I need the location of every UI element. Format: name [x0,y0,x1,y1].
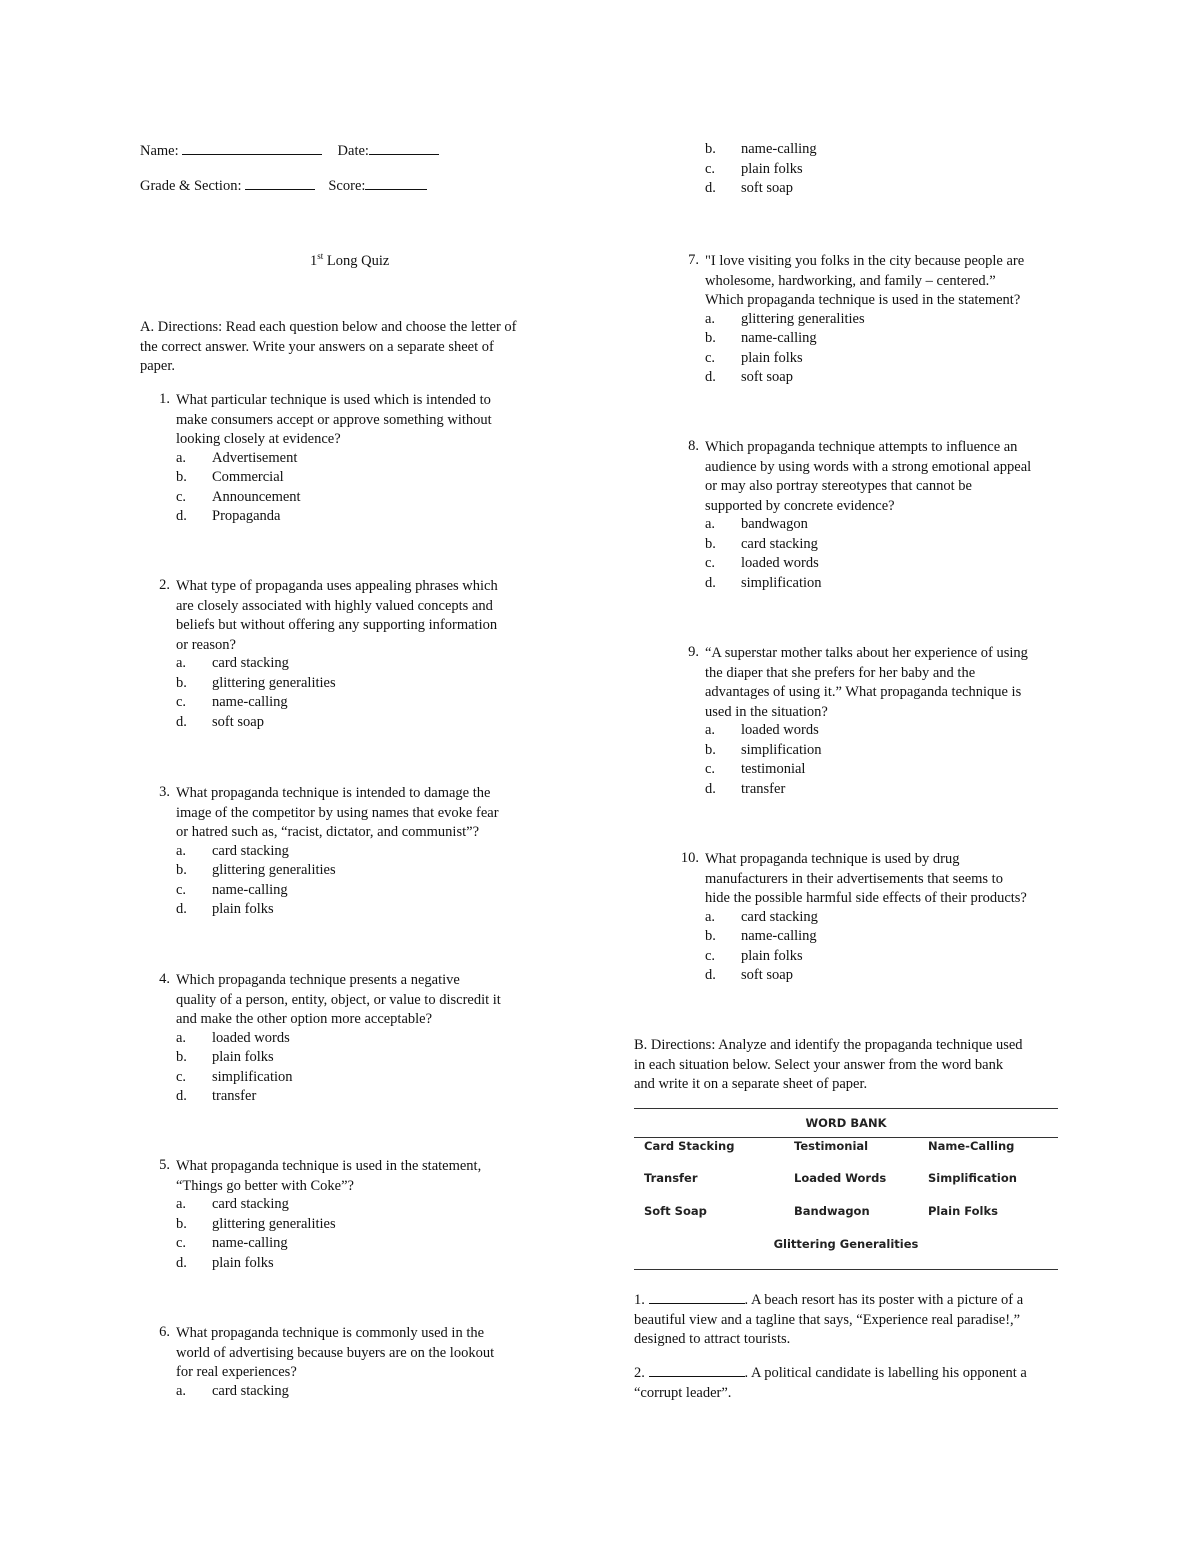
option-letter: d. [176,901,187,918]
score-blank[interactable] [365,176,427,190]
option-letter: d. [705,180,716,197]
question-text [705,644,1028,722]
option-letter: c. [705,349,716,366]
name-label: Name: [140,143,179,159]
question-number: 3. [159,784,170,800]
word-bank-item: Soft Soap [644,1204,707,1218]
option-text: glittering generalities [212,1215,336,1232]
question-number: 7. [688,252,699,268]
word-bank-item: Loaded Words [794,1171,887,1185]
option-letter: d. [705,574,716,591]
option-letter: d. [176,1088,187,1105]
question-line: What particular technique is used which is intended to [176,392,491,408]
question-number: 1. [159,391,170,407]
option-letter: c. [176,694,187,711]
question-line: and make the other option more acceptable? [176,1011,433,1027]
option-letter: a. [176,449,187,466]
option-letter: b. [705,141,716,157]
question-line: quality of a person, entity, object, or value to discredit it [176,991,501,1008]
option-letter: a. [705,908,716,925]
question-number: 5. [159,1157,170,1173]
question-line: Which propaganda technique presents a negative [176,972,460,988]
date-label: Date: [337,143,369,159]
word-bank-item: Testimonial [794,1139,869,1153]
option-text: plain folks [741,160,803,177]
option-text: plain folks [212,1254,274,1271]
option-letter: c. [705,761,716,778]
option-letter: d. [176,1254,187,1271]
word-bank [634,1108,1058,1270]
grade-blank[interactable] [245,176,315,190]
option-letter: c. [176,1235,187,1252]
question-line: What type of propaganda uses appealing phrases which [176,578,498,594]
word-bank-item: Bandwagon [794,1204,870,1218]
option-letter: d. [705,967,716,984]
question-line: or may also portray stereotypes that cannot be [705,478,972,494]
option-text: name-calling [212,881,288,898]
option-text: plain folks [741,349,803,366]
option-text: transfer [741,780,786,797]
option-letter: a. [705,516,716,532]
section-b-directions: B. Directions: Analyze and identify the propaganda technique used in each situation below. Select your answer from the word bank and write it on a separate sheet of paper. [634,1037,1023,1092]
option-letter: b. [176,1215,187,1232]
option-letter: a. [176,1196,187,1212]
answer-blank[interactable] [649,1363,745,1377]
question-line: make consumers accept or approve something without [176,411,492,428]
option-letter: c. [705,555,716,572]
option-text: transfer [212,1088,257,1105]
option-text: Announcement [212,488,301,505]
question-text [176,1157,481,1196]
option-letter: b. [176,862,187,879]
page-title: 1st Long Quiz [310,251,390,269]
option-text: card stacking [741,908,818,925]
option-letter: a. [705,310,716,327]
word-bank-item: Card Stacking [644,1139,735,1153]
question-number: 6. [159,1324,170,1340]
option-text: card stacking [212,842,289,859]
section-a-directions: A. Directions: Read each question below and choose the letter of the correct answer. Write your answers on a separate sheet of paper. [140,319,517,374]
option-letter: a. [176,1382,187,1399]
option-text: name-calling [212,1235,288,1252]
question-number: 2. [159,577,170,593]
grade-label: Grade & Section: [140,178,242,194]
option-text: card stacking [212,1196,289,1212]
grade-field [140,176,427,196]
option-text: card stacking [741,535,818,552]
question-number: 4. [159,971,170,987]
option-letter: a. [176,655,187,671]
word-bank-item: Simplification [928,1171,1017,1185]
option-text: glittering generalities [741,310,865,327]
option-text: bandwagon [741,516,808,532]
question-text [705,850,1027,909]
option-text: loaded words [212,1029,290,1046]
question-line: image of the competitor by using names that evoke fear [176,804,499,821]
option-text: loaded words [741,722,819,738]
option-text: plain folks [212,901,274,918]
question-line: What propaganda technique is used by drug [705,851,960,867]
name-blank[interactable] [182,141,322,155]
word-bank-header-rule [634,1137,1058,1138]
option-letter: d. [176,713,187,730]
question-line: wholesome, hardworking, and family – centered.” [705,272,996,289]
option-text: card stacking [212,655,289,671]
name-field [140,141,439,161]
option-text: soft soap [212,713,264,730]
question-line: “Things go better with Coke”? [176,1177,354,1194]
option-text: Propaganda [212,508,281,525]
question-text [176,577,498,655]
question-line: are closely associated with highly valued concepts and [176,597,493,614]
question-line: What propaganda technique is used in the statement, [176,1158,482,1174]
option-text: plain folks [212,1049,274,1066]
question-line: “A superstar mother talks about her experience of using [705,645,1028,661]
option-letter: c. [176,881,187,898]
option-text: Advertisement [212,449,298,466]
question-text [705,438,1031,516]
word-bank-bottom-rule [634,1269,1058,1270]
answer-blank[interactable] [649,1290,745,1304]
option-text: simplification [212,1068,293,1085]
option-text: card stacking [212,1382,289,1399]
option-letter: a. [176,1029,187,1046]
word-bank-top-rule [634,1108,1058,1109]
question-text [176,784,499,843]
option-text: testimonial [741,761,806,778]
option-letter: c. [176,1068,187,1085]
option-letter: b. [705,741,716,758]
word-bank-title: WORD BANK [805,1116,887,1130]
option-text: name-calling [741,928,817,945]
option-text: glittering generalities [212,862,336,879]
question-text [176,971,501,1030]
question-line: the diaper that she prefers for her baby and the [705,664,976,681]
option-text: loaded words [741,555,819,572]
option-letter: d. [705,780,716,797]
option-letter: b. [176,469,187,486]
word-bank-item: Plain Folks [928,1204,998,1218]
option-text: name-calling [212,694,288,711]
question-line: beliefs but without offering any supporting information [176,617,498,633]
question-number: 8. [688,438,699,454]
question-number: 10. [680,850,699,866]
question-line: used in the situation? [705,703,828,720]
option-text: plain folks [741,947,803,964]
question-line: or hatred such as, “racist, dictator, and communist”? [176,824,480,840]
option-letter: a. [705,722,716,738]
question-number: 9. [688,644,699,660]
option-letter: c. [705,947,716,964]
option-letter: b. [705,928,716,945]
question-line: or reason? [176,636,236,653]
score-label: Score: [328,178,366,194]
question-line: looking closely at evidence? [176,431,341,447]
question-line: supported by concrete evidence? [705,497,895,514]
question-text [176,391,492,450]
question-line: advantages of using it.” What propaganda technique is [705,684,1022,700]
option-letter: d. [176,508,187,525]
option-letter: b. [176,674,187,691]
question-text [705,252,1024,311]
option-letter: b. [176,1049,187,1066]
date-blank[interactable] [369,141,439,155]
question-line: for real experiences? [176,1364,297,1380]
option-text: name-calling [741,330,817,347]
question-line: What propaganda technique is intended to damage the [176,785,491,801]
option-text: simplification [741,741,822,758]
section-b-item-2: 2. . A political candidate is labelling his opponent a “corrupt leader”. [634,1365,1027,1401]
option-letter: a. [176,842,187,859]
option-letter: b. [705,535,716,552]
option-text: simplification [741,574,822,591]
question-line: manufacturers in their advertisements that seems to [705,870,1003,887]
option-text: Commercial [212,469,284,486]
option-letter: d. [705,369,716,386]
word-bank-item: Transfer [644,1171,698,1185]
question-line: world of advertising because buyers are on the lookout [176,1344,495,1361]
option-letter: c. [176,488,187,505]
option-letter: b. [705,330,716,347]
option-text: name-calling [741,141,817,157]
question-line: Which propaganda technique attempts to influence an [705,439,1018,455]
question-line: What propaganda technique is commonly used in the [176,1325,485,1341]
question-line: hide the possible harmful side effects of their products? [705,890,1027,906]
option-text: soft soap [741,180,793,197]
word-bank-item-last: Glittering Generalities [773,1237,919,1251]
option-text: soft soap [741,369,793,386]
word-bank-item: Name-Calling [928,1139,1015,1153]
option-text: glittering generalities [212,674,336,691]
question-line: "I love visiting you folks in the city because people are [705,253,1025,269]
section-b-item-1: 1. . A beach resort has its poster with a picture of a beautiful view and a tagline that says, “Experience real paradise!,” designed to attract tourists. [634,1292,1024,1347]
option-text: soft soap [741,967,793,984]
question-line: Which propaganda technique is used in the statement? [705,292,1021,308]
question-line: audience by using words with a strong emotional appeal [705,458,1032,475]
question-text [176,1324,494,1383]
option-letter: c. [705,160,716,177]
